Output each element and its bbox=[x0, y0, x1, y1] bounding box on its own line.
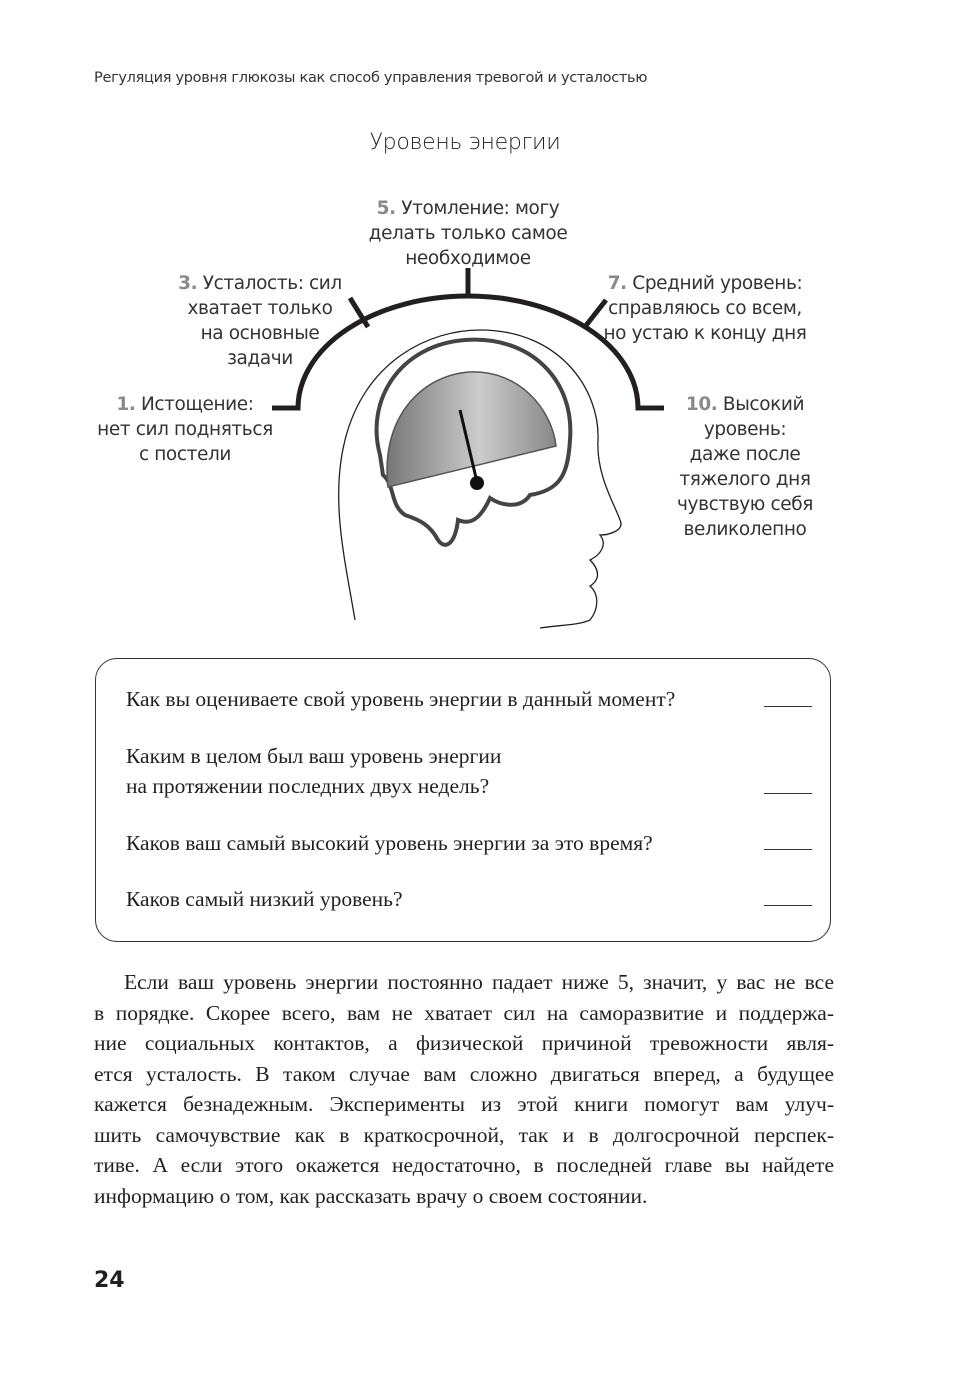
page-number: 24 bbox=[94, 1268, 125, 1293]
body-line: информацию о том, как рассказать врачу о своем состоянии. bbox=[94, 1183, 648, 1208]
question-two-weeks-line1: Каким в целом был ваш уровень энергии bbox=[126, 744, 502, 768]
body-line: тиве. А если этого окажется недостаточно, в последней главе вы найдете bbox=[94, 1153, 834, 1177]
energy-gauge-illustration bbox=[0, 0, 963, 640]
figure-title: Уровень энергии bbox=[369, 130, 561, 155]
level-7-label: 7. Средний уровень: справляюсь со всем, но устаю к концу дня bbox=[603, 273, 807, 344]
body-line: кажется безнадежным. Эксперименты из этой книги помогут вам улуч- bbox=[94, 1092, 834, 1116]
level-1-label: 1. Истощение: нет сил подняться с постели bbox=[97, 394, 273, 465]
question-highest: Каков ваш самый высокий уровень энергии за это время? bbox=[126, 831, 653, 855]
body-line: ние социальных контактов, а физической причиной тревожности явля- bbox=[94, 1031, 834, 1055]
body-paragraph bbox=[94, 967, 834, 1211]
running-head: Регуляция уровня глюкозы как способ управления тревогой и усталостью bbox=[94, 70, 648, 86]
body-line: Если ваш уровень энергии постоянно падает ниже 5, значит, у вас не все bbox=[124, 970, 834, 994]
answer-blank-lowest[interactable] bbox=[764, 905, 812, 906]
question-current-energy: Как вы оцениваете свой уровень энергии в данный момент? bbox=[126, 687, 676, 711]
level-5-label: 5. Утомление: могу делать только самое необходимое bbox=[368, 198, 568, 269]
body-line: шить самочувствие как в краткосрочной, так и в долгосрочной перспек- bbox=[94, 1122, 834, 1147]
body-line: в порядке. Скорее всего, вам не хватает сил на саморазвитие и поддержа- bbox=[94, 1000, 834, 1025]
gauge-dial-icon bbox=[387, 372, 556, 487]
answer-blank-two-weeks[interactable] bbox=[764, 793, 812, 794]
question-lowest: Каков самый низкий уровень? bbox=[126, 887, 403, 911]
question-two-weeks-line2: на протяжении последних двух недель? bbox=[126, 774, 490, 798]
level-10-label: 10. Высокий уровень: даже после тяжелого дня чувствую себя великолепно bbox=[677, 394, 813, 540]
questionnaire-box bbox=[95, 658, 831, 942]
answer-blank-current[interactable] bbox=[764, 706, 812, 707]
answer-blank-highest[interactable] bbox=[764, 849, 812, 850]
body-line: ется усталость. В таком случае вам сложно двигаться вперед, а будущее bbox=[94, 1061, 834, 1086]
level-3-label: 3. Усталость: сил хватает только на основные задачи bbox=[178, 273, 342, 369]
